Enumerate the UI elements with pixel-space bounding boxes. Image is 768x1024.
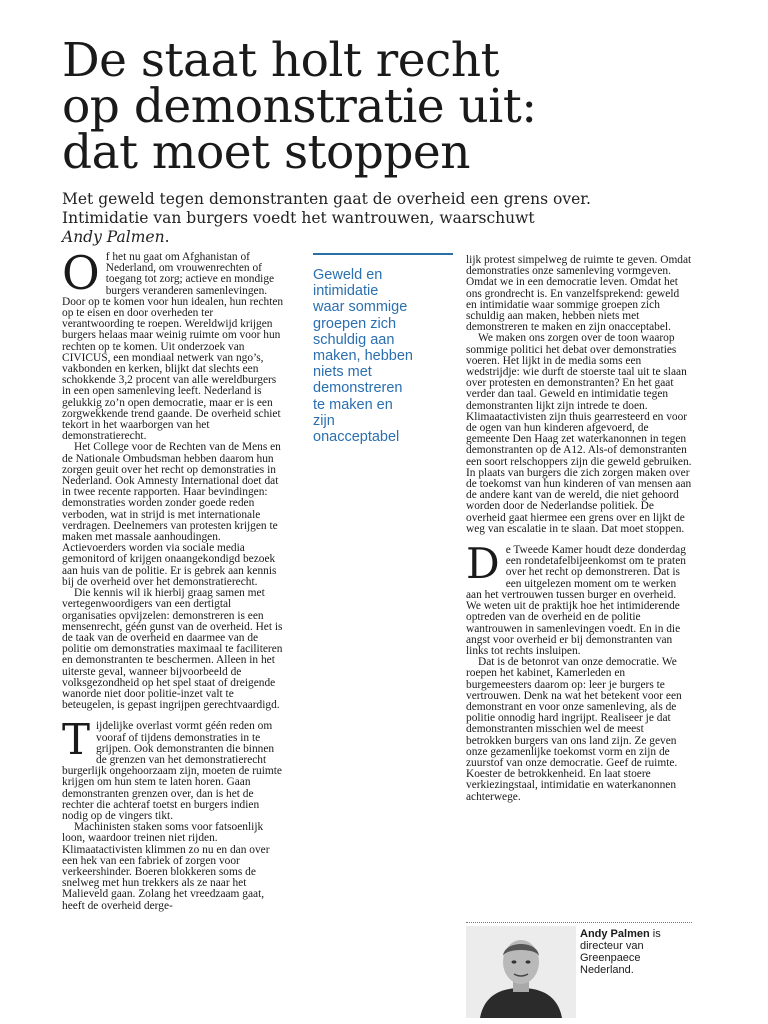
pull-quote-line: Geweld en	[313, 267, 383, 283]
paragraph-text: f het nu gaat om Afghanistan of Nederland, om vrouwenrechten of toegang tot zorg; actieve en mondige burgers veranderen samenlevingen. Door op te komen voor hun idealen, hun rechten op te eisen en door overheden ter verantwoording te roepen. Wereldwijd krijgen burgers helaas maar weinig ruimte om voor hun rechten op te komen. Uit onderzoek van CIVICUS, een mondiaal netwerk van ngo’s, vakbonden en kerken, blijkt dat slechts een schokkende 3,2 procent van alle wereldburgers in een open samenleving leeft. Nederland is gelukkig zo’n open democratie, maar er is een zorgwekkende trend gaande. De overheid schiet tekort in het waarborgen van het demonstratierecht.	[62, 251, 284, 443]
pull-quote-text	[313, 267, 453, 445]
author-box	[466, 922, 692, 1020]
author-name: Andy Palmen	[580, 928, 650, 940]
article-paragraph: Het College voor de Rechten van de Mens en de Nationale Ombudsman hebben daarom hun zorgen geuit over het recht op demonstraties in Nederland. Ook Amnesty International doet dat in twee recente rapporten. Haar bevindingen: demonstraties worden zonder goede reden verboden, wat in strijd is met internationale verdragen. Deelnemers van protesten krijgen te maken met massale aanhoudingen. Actievoerders worden via sociale media gemonitord of krijgen onaangekondigd bezoek aan huis van de politie. Er is gebrek aan kennis bij de overheid over het demonstratierecht.	[62, 441, 281, 588]
headline	[62, 33, 742, 180]
pull-quote-line: zijn	[313, 412, 335, 429]
article-paragraph	[466, 539, 692, 657]
paragraph-text: e Tweede Kamer houdt deze donderdag een rondetafelbijeenkomst om te praten over het recht op demonstreren. Dat is een uitgelezen moment om te werken aan het vertrouwen tussen burger en overheid. We weten uit de praktijk hoe het intimiderende optreden van de overheid en de politie wantrouwen in samenlevingen voedt. En in die angst voor overheid er bij demonstranten van links tot rechts insluipen.	[466, 544, 686, 657]
article-column-3	[466, 255, 692, 803]
article-paragraph: We maken ons zorgen over de toon waarop sommige politici het debat over demonstraties voeren. Het lijkt in de media soms een wedstrijdje: wie durft de stoerste taal uit te slaan over protesten en demonstranten? En het gaat verder dan taal. Geweld en intimidatie tegen demonstranten lijkt zijn intrede te doen. Klimaatactivisten zijn thuis gearresteerd en voor de ogen van hun kinderen afgevoerd, de gemeente Den Haag zet waterkanonnen in tegen demonstranten op de A12. Als-of demonstranten een soort relschoppers zijn die geweld gebruiken. In plaats van burgers die zich zorgen maken over de toekomst van hun kinderen of van mensen aan de andere kant van de wereld, die niet gehoord worden door de Nederlandse politiek. De overheid gaat hiermee een grens over en lijkt de weg van escalatie in te slaan. Dat moet stoppen.	[466, 332, 692, 535]
headline-line: dat moet stoppen	[62, 125, 471, 180]
headline-line: op demonstratie uit:	[62, 79, 537, 134]
pull-quote-line: schuldig aan	[313, 331, 395, 348]
lead-paragraph	[62, 190, 702, 247]
author-name-suffix: is	[649, 928, 661, 940]
pull-quote-line: intimidatie	[313, 283, 379, 300]
lead-author: Andy Palmen	[62, 228, 165, 246]
drop-cap: O	[62, 246, 100, 300]
article-paragraph: lijk protest simpelweg de ruimte te geven. Omdat demonstraties onze samenleving vormgeven. Omdat we in een democratie leven. Omdat het ons grondrecht is. En vanzelfsprekend: geweld en intimidatie waar sommige groepen zich schuldig aan maken, hebben niets met demonstreren te maken en zijn onacceptabel.	[466, 254, 692, 334]
lead-end: .	[164, 228, 170, 246]
article-paragraph: Dat is de betonrot van onze democratie. We roepen het kabinet, Kamerleden en burgemeesters daarom op: leer je burgers te vertrouwen. Denk na wat het betekent voor een demonstrant en voor onze samenleving, als de politie onnodig hard ingrijpt. Realiseer je dat demonstranten misschien wel de meest betrokken burgers van ons land zijn. Ze geven onze gezamenlijke toekomst vorm en zijn de zuurstof van onze democratie. Geef de ruimte. Koester de betrokkenheid. En laat stoere verkiezingstaal, intimidatie en waterkanonnen achterwege.	[466, 656, 682, 803]
lead-line	[62, 228, 702, 247]
pull-quote-line: te maken en	[313, 396, 393, 413]
drop-cap: D	[466, 539, 500, 589]
pull-quote-rule	[313, 253, 453, 255]
article-paragraph: Machinisten staken soms voor fatsoenlijk loon, waardoor treinen niet rijden. Klimaatactivisten klimmen zo nu en dan over een hek van een fabriek of zorgen voor verkeershinder. Boeren blokkeren soms de snelweg met hun trekkers als ze naar het Malieveld gaan. Zolang het vreedzaam gaat, heeft de overheid derge-	[62, 821, 270, 912]
author-portrait-icon	[466, 926, 576, 1018]
author-divider	[466, 922, 692, 923]
article-column-1	[62, 246, 286, 912]
paragraph-text: ijdelijke overlast vormt géén reden om vooraf of tijdens demonstraties in te grijpen. Ook demonstranten die binnen de grenzen van het demonstratierecht burgerlijk ongehoorzaam zijn, moeten de ruimte krijgen om hun stem te laten horen. Gaan demonstranten grenzen over, dan is het de rechter die achteraf toetst en burgers indien nodig op de vingers tikt.	[62, 720, 282, 822]
headline-line: De staat holt recht	[62, 33, 499, 88]
pull-quote-line: maken, hebben	[313, 348, 413, 365]
drop-cap: T	[62, 715, 91, 765]
lead-line: Intimidatie van burgers voedt het wantrouwen, waarschuwt	[62, 209, 535, 227]
lead-line: Met geweld tegen demonstranten gaat de overheid een grens over.	[62, 190, 591, 208]
author-role: directeur van Greenpaece Nederland.	[580, 940, 644, 976]
article-paragraph	[62, 246, 286, 443]
pull-quote-line: onacceptabel	[313, 429, 400, 446]
article-paragraph: Die kennis wil ik hierbij graag samen met vertegenwoordigers van een dertigtal organisaties opvijzelen: demonstreren is een mensenrecht, géén gunst van de overheid. Het is de taak van de overheid en daarmee van de politie om demonstraties maximaal te faciliteren en demonstranten te beschermen. Alleen in het uiterste geval, wanneer bijvoorbeeld de volksgezondheid op het spel staat of dreigende wanorde niet door politie-inzet valt te beteugelen, is gepast ingrijpen gerechtvaardigd.	[62, 587, 283, 712]
author-photo	[466, 926, 576, 1018]
pull-quote	[313, 253, 453, 445]
pull-quote-line: waar sommige	[313, 299, 408, 316]
pull-quote-line: niets met	[313, 364, 372, 381]
pull-quote-line: demonstreren	[313, 380, 403, 397]
article-paragraph	[62, 715, 286, 822]
author-info	[580, 928, 690, 976]
pull-quote-line: groepen zich	[313, 315, 397, 332]
